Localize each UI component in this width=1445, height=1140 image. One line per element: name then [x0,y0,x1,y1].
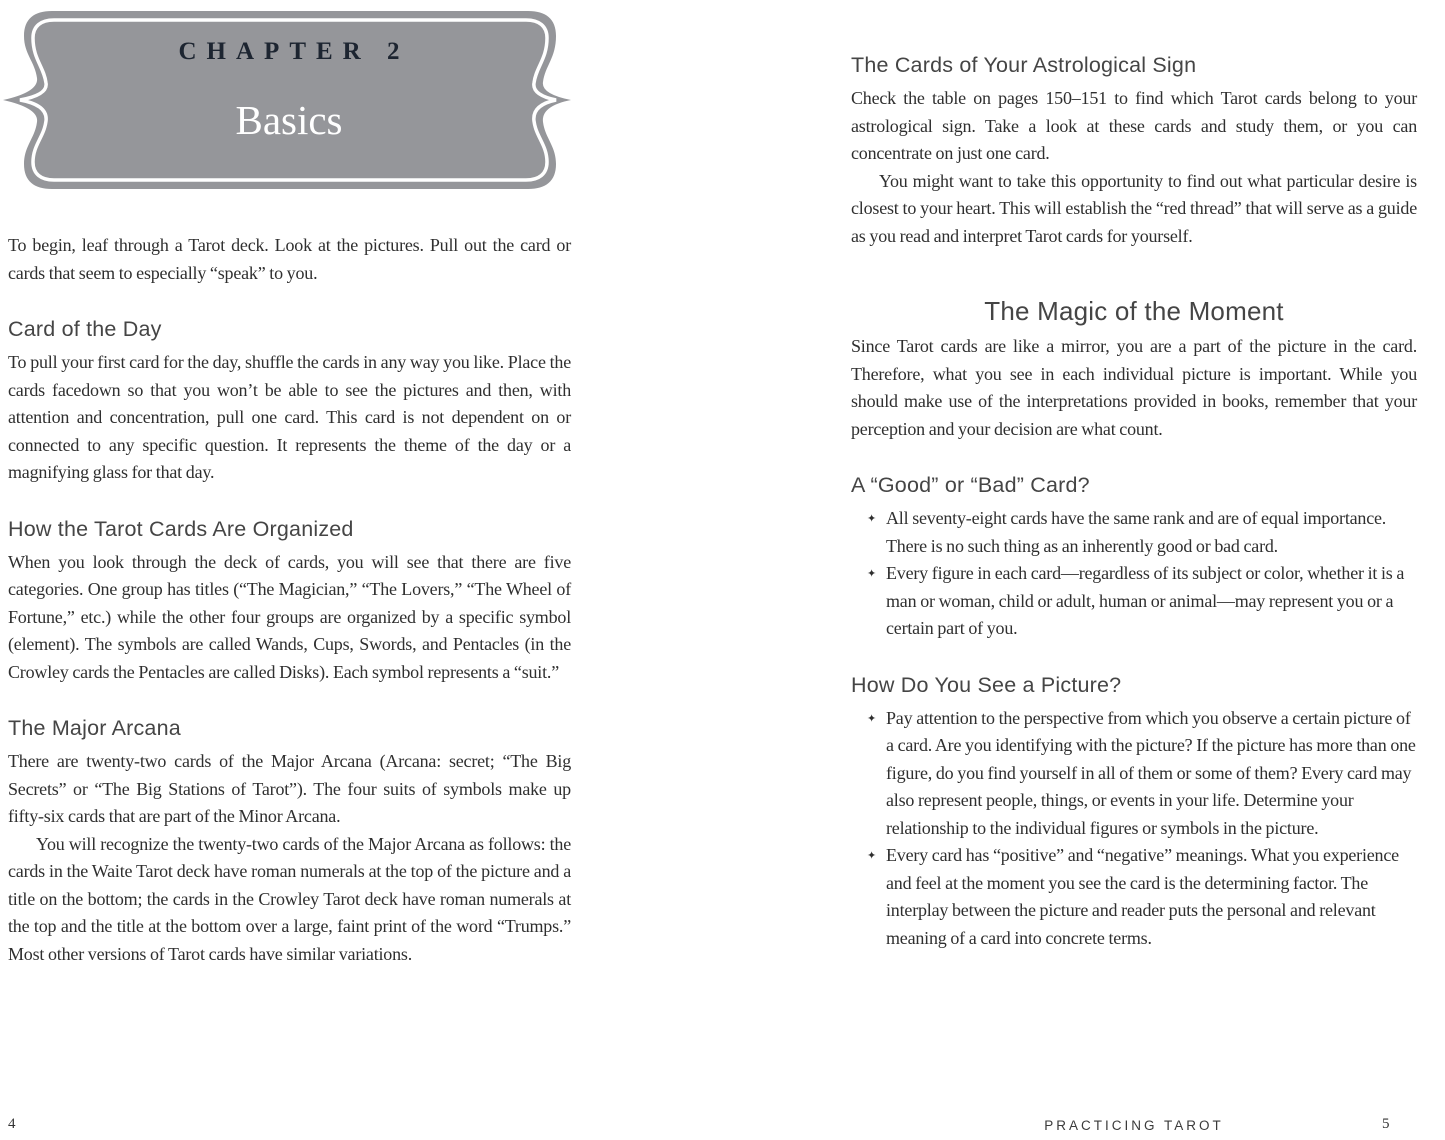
list-item [851,560,1417,643]
intro-paragraph [8,232,571,287]
list-item [851,505,1417,560]
page-number-left: 4 [8,1116,16,1132]
list-item-text: All seventy-eight cards have the same rank and are of equal importance. There is no such thing as an inherently good or bad card. [886,508,1387,556]
list-item-text: Every figure in each card—regardless of its subject or color, whether it is a man or woman, child or adult, human or animal—may represent you or a certain part of you. [886,563,1405,638]
list-item [851,705,1417,843]
section-how-cards-organized [8,514,571,687]
right-page [851,0,1417,952]
list-item [851,842,1417,952]
chapter-banner [0,4,578,196]
section-heading: Card of the Day [8,317,162,341]
chapter-kicker: CHAPTER 2 [178,38,410,65]
section-magic-of-the-moment [851,296,1417,443]
bullet-icon: ✦ [867,712,877,725]
paragraph: Since Tarot cards are like a mirror, you are a part of the picture in the card. Therefore, what you see in each individual picture is important. While you should make use of the interpretations provided in books, remember that your perception and your decision are what count. [851,336,1417,439]
paragraph: To begin, leaf through a Tarot deck. Look at the pictures. Pull out the card or cards that seem to especially “speak” to you. [8,235,571,283]
bullet-icon: ✦ [867,568,877,580]
paragraph: You might want to take this opportunity to find out what particular desire is closest to your heart. This will establish the “red thread” that will serve as a guide as you read and interpret Tarot cards for yourself. [851,170,1417,246]
section-heading: How Do You See a Picture? [851,672,1122,697]
section-card-of-the-day [8,314,571,487]
paragraph: To pull your first card for the day, shuffle the cards in any way you like. Place the cards facedown so that you won’t be able to see the pictures and then, with attention and concentration, pull one card. This card is not dependent on or connected to any specific question. It represents the theme of the day or a magnifying glass for that day. [8,352,571,482]
paragraph: There are twenty-two cards of the Major Arcana (Arcana: secret; “The Big Secrets” or “The Big Stations of Tarot”). The four suits of symbols make up fifty-six cards that are part of the Minor Arcana. [8,751,571,826]
left-page [8,0,571,968]
list-item-text: Pay attention to the perspective from which you observe a certain picture of a card. Are you identifying with the picture? If the picture has more than one figure, do you find yourself in all of them or some of them? Every card may also represent people, things, or events in your life. Determine your relationship to the individual figures or symbols in the picture. [886,707,1416,838]
chapter-title: Basics [235,97,343,143]
paragraph: When you look through the deck of cards, you will see that there are five categories. One group has titles (“The Magician,” “The Lovers,” “The Wheel of Fortune,” etc.) while the other four groups are organized by a specific symbol (element). The symbols are called Wands, Cups, Swords, and Pentacles (in the Crowley cards the Pentacles are called Disks). Each symbol represents a “suit.” [8,551,571,682]
bullet-icon: ✦ [867,850,877,862]
running-title: PRACTICING TAROT [1044,1118,1224,1133]
list-item-text: Every card has “positive” and “negative” meanings. What you experience and feel at the moment you see the card is the determining factor. The interplay between the picture and reader puts the personal and relevant meaning of a card into concrete terms. [886,845,1399,948]
section-heading: The Cards of Your Astrological Sign [851,53,1197,77]
section-how-do-you-see [851,670,1417,953]
section-heading: The Magic of the Moment [984,296,1284,326]
paragraph: Check the table on pages 150–151 to find which Tarot cards belong to your astrological sign. Take a look at these cards and study them, or you can concentrate on just one card. [851,88,1417,163]
page-number-right: 5 [1382,1116,1390,1132]
section-good-or-bad-card [851,470,1417,643]
section-major-arcana [8,713,571,968]
paragraph: You will recognize the twenty-two cards of the Major Arcana as follows: the cards in the Waite Tarot deck have roman numerals at the top of the picture and a title on the bottom; the cards in the Crowley Tarot deck have roman numerals at the top and the title at the bottom over a large, faint print of the word “Trumps.” Most other versions of Tarot cards have similar variations. [8,833,571,964]
section-astrological-sign [851,50,1417,250]
section-heading: How the Tarot Cards Are Organized [8,516,354,541]
bullet-icon: ✦ [867,513,877,525]
section-heading: The Major Arcana [8,716,181,740]
section-heading: A “Good” or “Bad” Card? [851,473,1090,497]
